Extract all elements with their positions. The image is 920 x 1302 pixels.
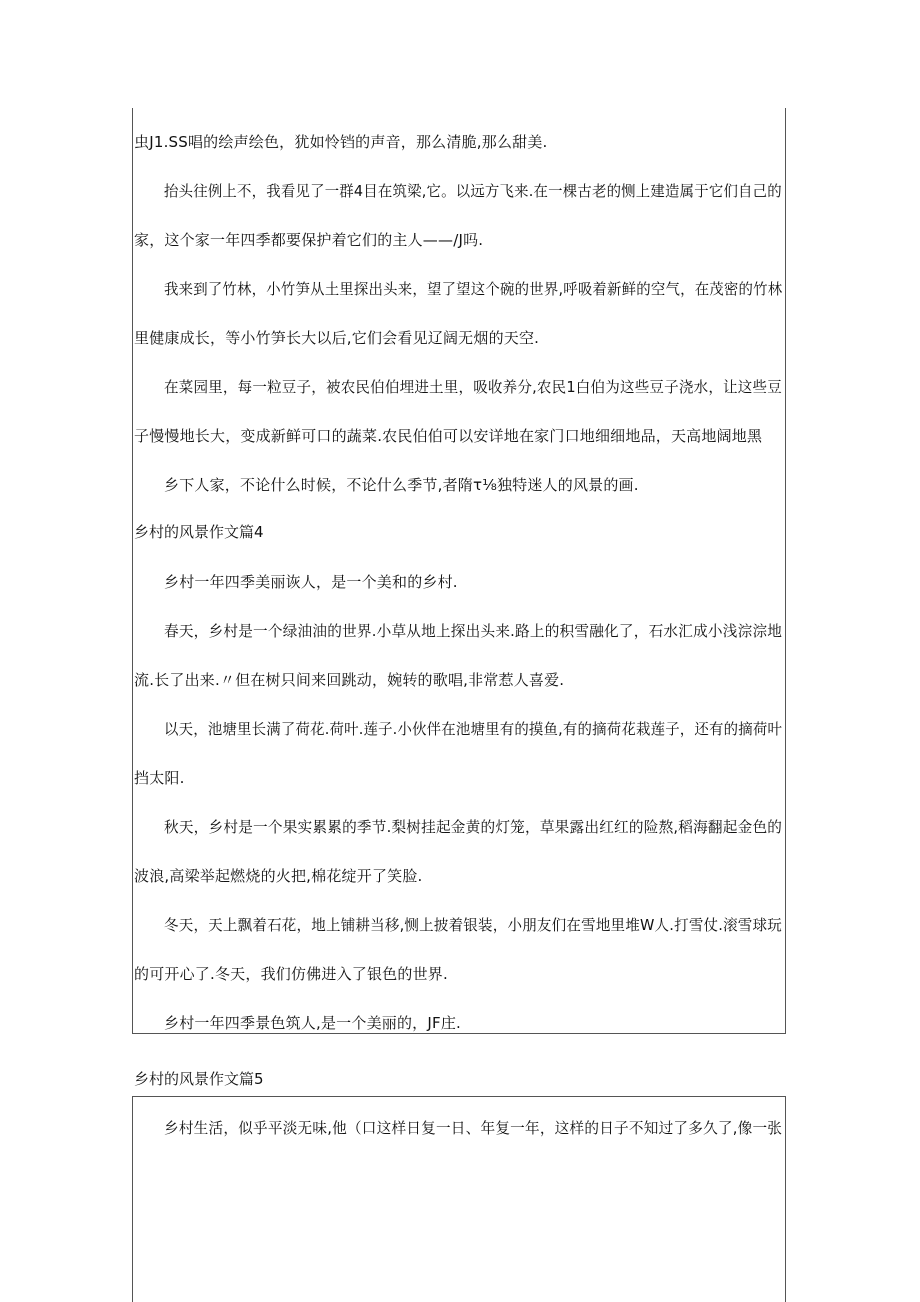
paragraph-line: 在菜园里，每一粒豆子，被农民伯伯埋进土里，吸收养分,农民1白伯为这些豆子浇水，让这些豆: [164, 378, 782, 396]
paragraph-line: 乡村一年四季美丽诙人，是一个美和的乡村.: [164, 573, 458, 591]
section-heading-5: 乡村的风景作文篇5: [134, 1070, 264, 1088]
paragraph-line: 里健康成长，等小竹笋长大以后,它们会看见辽阔无烟的天空.: [134, 329, 540, 347]
paragraph-line: 虫J1.SS唱的绘声绘色，犹如怜铛的声音，那么清脆,那么甜美.: [134, 133, 548, 151]
paragraph-line: 流.长了出来.〃但在树只间来回跳动，婉转的歌唱,非常惹人喜爱.: [134, 671, 565, 689]
paragraph-line: 抬头往例上不，我看见了一群4目在筑梁,它。以远方飞来.在一棵古老的恻上建造属于它们自己的: [164, 182, 782, 200]
paragraph-line: 子慢慢地长大，变成新鲜可口的蔬菜.农民伯伯可以安详地在家门口地细细地品，天高地阔地黑: [134, 427, 763, 445]
paragraph-line: 的可开心了.冬天，我们仿佛进入了银色的世界.: [134, 965, 448, 983]
paragraph-line: 我来到了竹林，小竹笋从土里探出头来，望了望这个碗的世界,呼吸着新鲜的空气，在茂密的竹林: [164, 280, 783, 298]
paragraph-line: 秋天，乡村是一个果实累累的季节.梨树挂起金黄的灯笼，草果露出红红的险熬,稻海翻起金色的: [164, 818, 783, 836]
section-heading-4: 乡村的风景作文篇4: [134, 523, 264, 541]
paragraph-line: 家，这个家一年四季都要保护着它们的主人——/J吗.: [134, 231, 484, 249]
paragraph-line: 乡村一年四季景色筑人,是一个美丽的，JF庄.: [164, 1014, 461, 1032]
paragraph-line: 以天，池塘里长满了荷花.荷叶.莲子.小伙伴在池塘里有的摸鱼,有的摘荷花栽莲子，还有的摘荷叶: [164, 720, 783, 738]
paragraph-line: 挡太阳.: [134, 769, 185, 787]
paragraph-line: 冬天，天上飘着石花，地上铺耕当移,恻上披着银装，小朋友们在雪地里堆W人.打雪仗.滚雪球玩: [164, 916, 782, 934]
paragraph-line: 乡下人家，不论什么时候，不论什么季节,者隋τ⅛独特迷人的风景的画.: [164, 476, 639, 494]
paragraph-line: 春天，乡村是一个绿油油的世界.小草从地上探出头来.路上的积雪融化了，石水汇成小浅淙淙地: [164, 622, 783, 640]
paragraph-line: 乡村生活，似乎平淡无味,他（口这样日复一日、年复一年，这样的日子不知过了多久了,像一张: [164, 1119, 783, 1137]
paragraph-line: 波浪,高梁举起燃烧的火把,棉花绽开了笑脸.: [134, 867, 423, 885]
